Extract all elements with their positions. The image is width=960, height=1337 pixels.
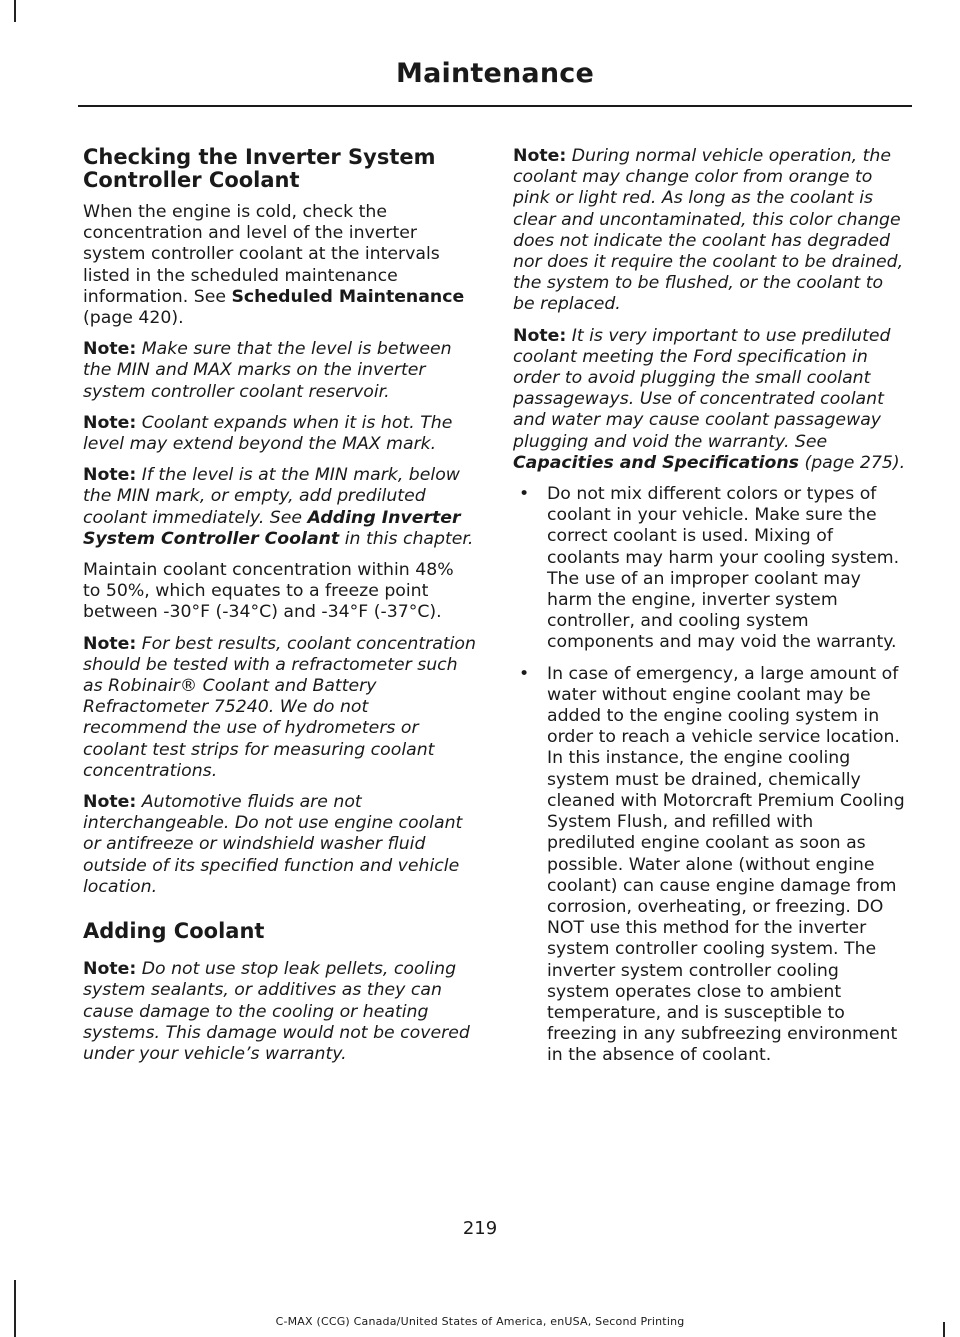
adding-inverter-coolant-link[interactable]: Adding Inverter System Controller Coolant [83, 507, 461, 549]
note-fluids: Note: Automotive fluids are not interchangeable. Do not use engine coolant or antifreeze or windshield washer fluid outside of its specified function and vehicle location. [83, 792, 463, 897]
crop-mark-bottom-left [14, 1280, 16, 1337]
header-rule [78, 105, 912, 107]
scheduled-maintenance-link[interactable]: Scheduled Maintenance [231, 286, 465, 307]
capacities-specifications-link[interactable]: Capacities and Specifications [513, 452, 799, 473]
note-prediluted: Note: It is very important to use prediluted coolant meeting the Ford specification in order to avoid plugging the small coolant passageways. Use of concentrated coolant and water may cause coolant passageway plugging and void the warranty. See Capacities and Specifications (page 275). [513, 325, 906, 473]
note-min-mark: Note: If the level is at the MIN mark, below the MIN mark, or empty, add prediluted coolant immediately. See Adding Inverter System Controller Coolant in this chapter. [83, 465, 474, 549]
bullet-glyph: • [519, 663, 530, 684]
right-column [513, 146, 906, 1077]
page-number: 219 [462, 1218, 498, 1239]
note-color-change: Note: During normal vehicle operation, the coolant may change color from orange to pink or light red. As long as the coolant is clear and uncontaminated, this color change does not indicate the coolant has degraded nor does it require the coolant to be drained, the system to be flushed, or the coolant to be replaced. [513, 146, 904, 315]
bullet-item: • Do not mix different colors or types of coolant in your vehicle. Make sure the correct coolant is used. Mixing of coolants may harm your cooling system. The use of an improper coolant may harm the engine, inverter system controller, and cooling system components and may void the warranty. [519, 484, 900, 653]
page-header-title: Maintenance [396, 58, 594, 89]
bullet-item: • In case of emergency, a large amount of water without engine coolant may be added to the engine cooling system in order to reach a vehicle service location. In this instance, the engine cooling system must be drained, chemically cleaned with Motorcraft Premium Cooling System Flush, and refilled with prediluted engine coolant as soon as possible. Water alone (without engine coolant) can cause engine damage from corrosion, overheating, or freezing. DO NOT use this method for the inverter system controller cooling system. The inverter system controller cooling system operates close to ambient temperature, and is susceptible to freezing in any subfreezing environment in the absence of coolant. [519, 663, 905, 1066]
note-refractometer: Note: For best results, coolant concentration should be tested with a refractometer such as Robinair® Coolant and Battery Refractometer 75240. We do not recommend the use of hydrometers or coolant test strips for measuring coolant concentrations. [83, 633, 476, 781]
note-expands: Note: Coolant expands when it is hot. The level may extend beyond the MAX mark. [83, 412, 453, 455]
section-heading: Checking the Inverter System Controller Coolant [83, 145, 436, 192]
note-min-max: Note: Make sure that the level is between the MIN and MAX marks on the inverter system controller coolant reservoir. [83, 339, 452, 402]
left-column [83, 146, 476, 1075]
concentration-paragraph: Maintain coolant concentration within 48% to 50%, which equates to a freeze point between -30°F (-34°C) and -34°F (-37°C). [83, 560, 454, 623]
bullet-glyph: • [519, 484, 530, 505]
footer-text: C-MAX (CCG) Canada/United States of America, enUSA, Second Printing [275, 1315, 685, 1328]
adding-coolant-heading: Adding Coolant [83, 919, 265, 944]
note-stop-leak: Note: Do not use stop leak pellets, cooling system sealants, or additives as they can cause damage to the cooling or heating systems. This damage would not be covered under your vehicle’s warranty. [83, 959, 470, 1064]
intro-paragraph: When the engine is cold, check the concentration and level of the inverter system controller coolant at the intervals listed in the scheduled maintenance information. See Scheduled Maintenance (page 420). [83, 202, 465, 329]
crop-mark-top-left [14, 0, 16, 22]
